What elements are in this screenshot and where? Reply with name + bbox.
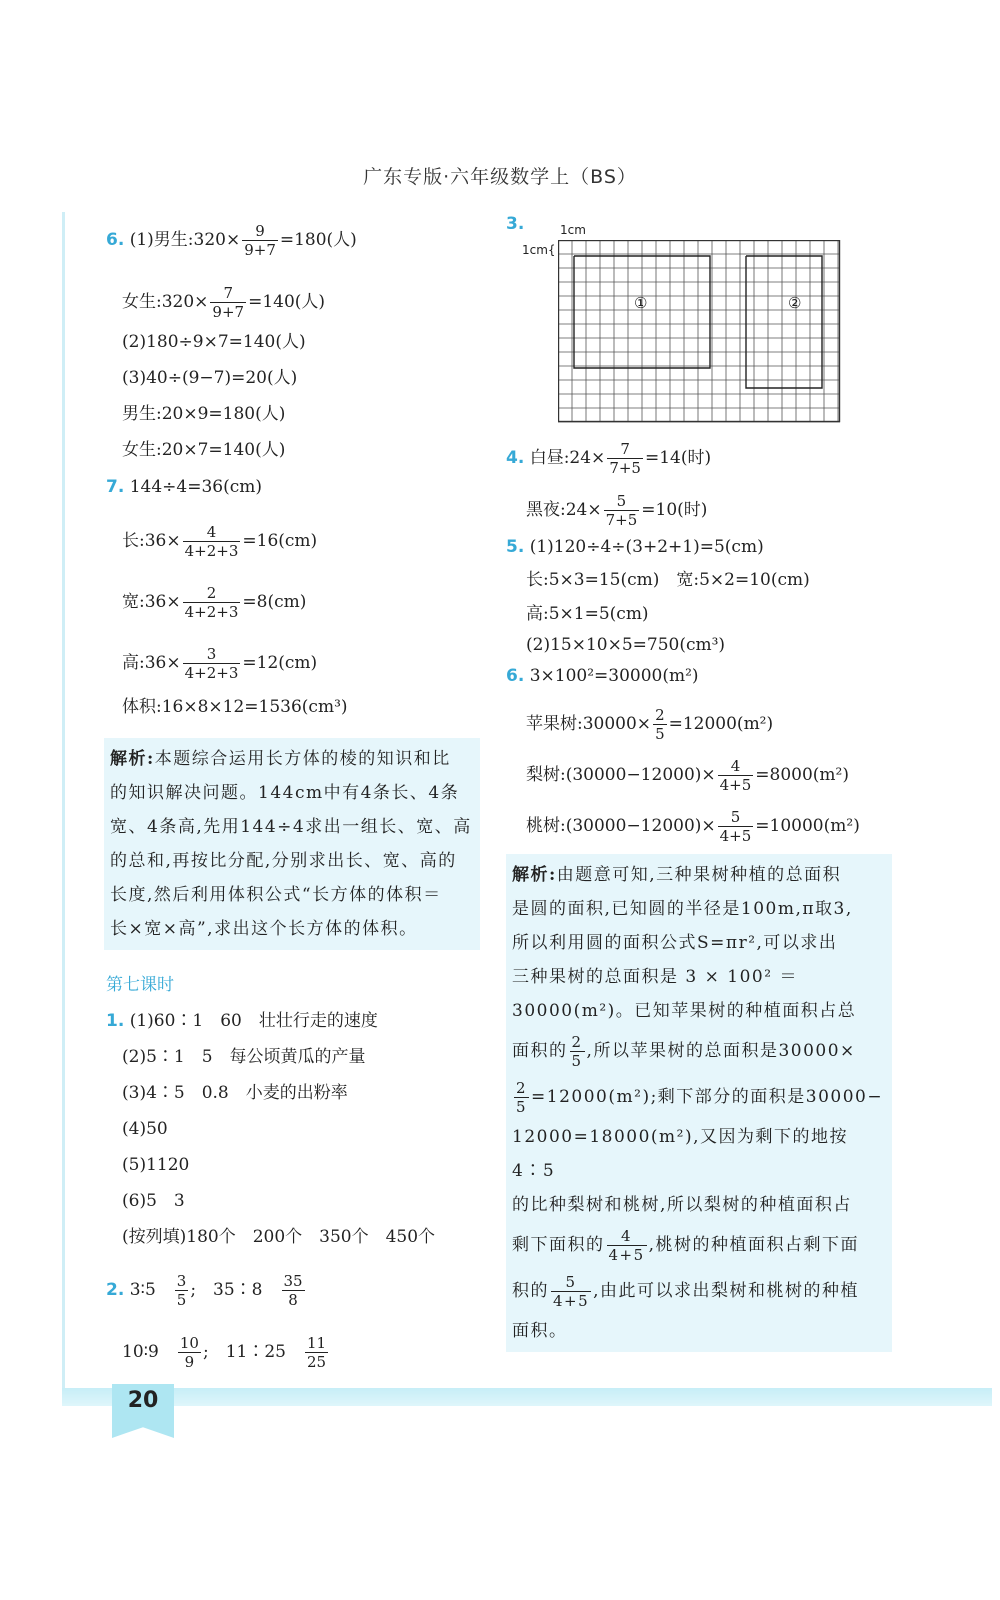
right-q5-line2: 长:5×3=15(cm) 宽:5×2=10(cm) xyxy=(526,570,810,590)
right-q6-line3: 梨树:(30000−12000)× $\frac{4}{4+5}$ =8000(m²) xyxy=(526,757,850,794)
left-q2-line1: 2. 3∶5 $\frac{3}{5}$ ; 35∶8 $\frac{35}{8}$ xyxy=(106,1272,303,1309)
shape-2-outline xyxy=(746,256,822,388)
left-q6-line4: (3)40÷(9−7)=20(人) xyxy=(122,368,298,388)
fraction: $\frac{2}{5}$ xyxy=(571,1033,583,1070)
left-q1-line7: (按列填)180个 200个 350个 450个 xyxy=(122,1227,436,1247)
right-q5-line4: (2)15×10×5=750(cm³) xyxy=(526,635,726,655)
analysis-line: 所以利用圆的面积公式S=πr²,可以求出 xyxy=(512,933,838,953)
right-q5-line3: 高:5×1=5(cm) xyxy=(526,604,649,624)
analysis-line: 12000=18000(m²),又因为剩下的地按4∶5 xyxy=(512,1127,849,1181)
fraction: $\frac{3}{5}$ xyxy=(176,1272,187,1309)
analysis-line: 的总和,再按比分配,分别求出长、宽、高的 xyxy=(110,851,457,871)
analysis-box-left xyxy=(104,738,480,950)
fraction: $\frac{10}{9}$ xyxy=(179,1334,199,1371)
fraction: $\frac{4}{4+5}$ xyxy=(719,757,752,794)
section-title: 第七课时 xyxy=(106,975,174,995)
fraction: $\frac{2}{5}$ xyxy=(655,706,665,743)
analysis-line: 30000(m²)。已知苹果树的种植面积占总 xyxy=(512,1001,857,1021)
panel-bottom-bar xyxy=(62,1388,992,1406)
analysis-line: 解析:本题综合运用长方体的棱的知识和比 xyxy=(110,749,451,769)
fraction: $\frac{3}{4+2+3}$ xyxy=(184,645,239,682)
left-q7-line1: 7. 144÷4=36(cm) xyxy=(106,477,262,497)
fraction: $\frac{35}{8}$ xyxy=(283,1272,303,1309)
right-q4-line1: 4. 白昼:24× $\frac{7}{7+5}$ =14(时) xyxy=(506,440,712,477)
fraction: $\frac{5}{7+5}$ xyxy=(605,492,638,529)
right-q3-number: 3. xyxy=(506,214,525,234)
question-number: 5. xyxy=(506,537,525,557)
fraction: $\frac{2}{5}$ xyxy=(516,1079,528,1116)
analysis-line: $\frac{2}{5}$ =12000(m²);剩下部分的面积是30000− xyxy=(516,1079,884,1116)
text: =180(人) xyxy=(279,230,357,250)
right-q4-line2: 黑夜:24× $\frac{5}{7+5}$ =10(时) xyxy=(526,492,708,529)
question-number: 6. xyxy=(506,666,525,686)
left-q1-line3: (3)4∶5 0.8 小麦的出粉率 xyxy=(122,1083,348,1103)
analysis-line: 剩下面积的 $\frac{4}{4+5}$ ,桃树的种植面积占剩下面 xyxy=(512,1227,860,1264)
question-number: 6. xyxy=(106,230,125,250)
page-number: 20 xyxy=(127,1388,159,1413)
analysis-line: 三种果树的总面积是 3 × 100² ＝ xyxy=(512,967,798,987)
left-q2-line2: 10∶9 $\frac{10}{9}$ ; 11∶25 $\frac{11}{25}$ xyxy=(122,1334,327,1371)
fraction: $\frac{4}{4+2+3}$ xyxy=(184,523,239,560)
analysis-line: 长度,然后利用体积公式“长方体的体积＝ xyxy=(110,885,442,905)
analysis-line: 的比种梨树和桃树,所以梨树的种植面积占 xyxy=(512,1195,852,1215)
question-number: 2. xyxy=(106,1280,125,1300)
left-q1-line1: 1. (1)60∶1 60 壮壮行走的速度 xyxy=(106,1011,378,1031)
left-q1-line5: (5)1120 xyxy=(122,1155,190,1175)
fraction: $\frac{7}{9+7}$ xyxy=(212,284,245,321)
left-q7-line5: 体积:16×8×12=1536(cm³) xyxy=(122,697,348,717)
analysis-line: 是圆的面积,已知圆的半径是100m,π取3, xyxy=(512,899,853,919)
analysis-line: 长×宽×高”,求出这个长方体的体积。 xyxy=(110,919,418,939)
fraction: $\frac{5}{4+5}$ xyxy=(553,1273,590,1310)
right-q5-line1: 5. (1)120÷4÷(3+2+1)=5(cm) xyxy=(506,537,764,557)
analysis-line: 积的 $\frac{5}{4+5}$ ,由此可以求出梨树和桃树的种植 xyxy=(512,1273,860,1310)
text: (1)男生:320× xyxy=(129,230,241,250)
analysis-line: 面积。 xyxy=(512,1321,568,1341)
analysis-box-right xyxy=(506,854,892,1352)
right-q6-line1: 6. 3×100²=30000(m²) xyxy=(506,666,699,686)
left-q7-line4: 高:36× $\frac{3}{4+2+3}$ =12(cm) xyxy=(122,645,318,682)
shape-2-label: ② xyxy=(788,294,802,312)
right-q6-line2: 苹果树:30000× $\frac{2}{5}$ =12000(m²) xyxy=(526,706,774,743)
left-q6-line1 xyxy=(106,222,357,259)
fraction: $\frac{7}{7+5}$ xyxy=(609,440,641,477)
left-q7-line2: 长:36× $\frac{4}{4+2+3}$ =16(cm) xyxy=(122,523,318,560)
square-grid xyxy=(558,240,842,424)
left-q6-line3: (2)180÷9×7=140(人) xyxy=(122,332,306,352)
grid-label-top: 1cm xyxy=(560,223,586,237)
grid-label-left: 1cm{ xyxy=(522,243,556,257)
left-q1-line6: (6)5 3 xyxy=(122,1191,185,1211)
question-number: 1. xyxy=(106,1011,125,1031)
left-q1-line4: (4)50 xyxy=(122,1119,168,1139)
fraction: $\frac{9}{9+7}$ xyxy=(244,222,276,259)
left-q6-line5: 男生:20×9=180(人) xyxy=(122,404,286,424)
fraction: $\frac{2}{4+2+3}$ xyxy=(184,584,239,621)
question-number: 4. xyxy=(506,448,525,468)
fraction: $\frac{4}{4+5}$ xyxy=(608,1227,645,1264)
left-q6-line6: 女生:20×7=140(人) xyxy=(122,440,286,460)
analysis-line: 面积的 $\frac{2}{5}$ ,所以苹果树的总面积是30000× xyxy=(512,1033,856,1070)
analysis-line: 解析:由题意可知,三种果树种植的总面积 xyxy=(512,865,842,885)
right-q6-line4: 桃树:(30000−12000)× $\frac{5}{4+5}$ =10000(m²) xyxy=(526,808,860,845)
fraction: $\frac{11}{25}$ xyxy=(306,1334,327,1371)
page-header: 广东专版·六年级数学上（BS） xyxy=(363,166,637,188)
question-number: 7. xyxy=(106,477,125,497)
left-q1-line2: (2)5∶1 5 每公顷黄瓜的产量 xyxy=(122,1047,366,1067)
shape-1-label: ① xyxy=(634,294,648,312)
left-q6-line2: 女生:320× $\frac{7}{9+7}$ =140(人) xyxy=(122,284,326,321)
analysis-line: 宽、4条高,先用144÷4求出一组长、宽、高 xyxy=(110,817,472,837)
left-q7-line3: 宽:36× $\frac{2}{4+2+3}$ =8(cm) xyxy=(122,584,307,621)
fraction: $\frac{5}{4+5}$ xyxy=(719,808,752,845)
analysis-line: 的知识解决问题。144cm中有4条长、4条 xyxy=(110,783,460,803)
